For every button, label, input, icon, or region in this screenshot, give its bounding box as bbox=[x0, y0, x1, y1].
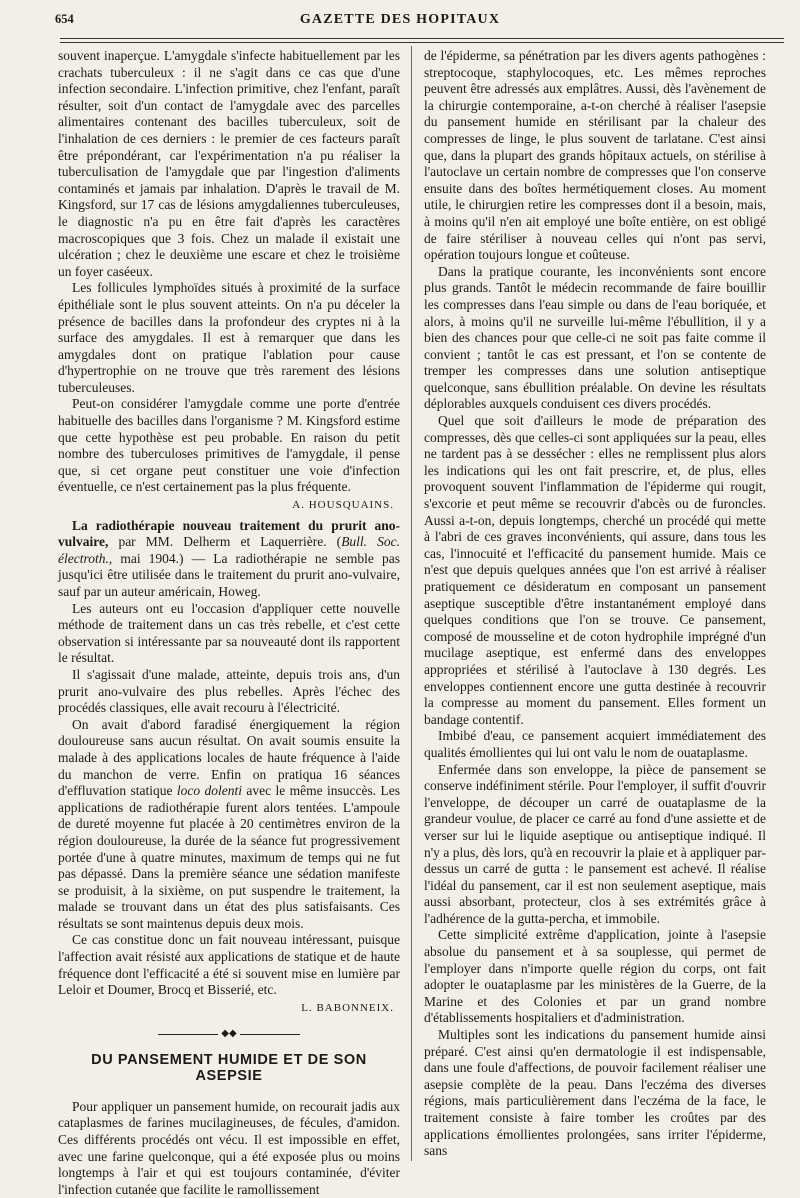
latin-phrase: loco dolenti bbox=[176, 783, 243, 799]
header-rule-thin bbox=[60, 42, 784, 43]
paragraph: Multiples sont les indications du pansement humide ainsi préparé. C'est ainsi qu'en dermatologie il est indispensable, dans une foule d'affections, de pouvoir facilement réaliser une asepsie complète de la peau. Dans l'eczéma des diverses régions, mais particulièrement dans l'eczéma de la face, le traitement consiste à faire tomber les croûtes par des applications émollientes prolongées, sans irriter l'épiderme, sans bbox=[424, 1027, 766, 1159]
author-signature: L. BABONNEIX. bbox=[301, 1001, 394, 1014]
paragraph: Pour appliquer un pansement humide, on recourait jadis aux cataplasmes de farines mucilagineuses, de fécules, d'amidon. Ces différents procédés ont vécu. Il est impossible en effet, avec une farine quelconque, qui a été exposée plus ou moins longtemps à l'air et qui est toujours contaminée, d'éviter l'infection cutanée que facilite le ramollissement bbox=[58, 1098, 400, 1197]
author-signature: A. HOUSQUAINS. bbox=[292, 499, 394, 512]
paragraph: Les auteurs ont eu l'occasion d'appliquer cette nouvelle méthode de traitement dans un cas très rebelle, et c'est cette observation si intéressante par sa nouveauté dont ils rapportent le résultat. bbox=[58, 600, 400, 666]
article-intro bbox=[58, 518, 400, 601]
paragraph: Imbibé d'eau, ce pansement acquiert immédiatement des qualités émollientes qui lui ont valu le nom de ouataplasme. bbox=[424, 728, 766, 760]
paragraph bbox=[58, 717, 400, 933]
paragraph: Ce cas constitue donc un fait nouveau intéressant, puisque l'affection avait résisté aux applications de statique et de haute fréquence dont l'efficacité a été si souvent mise en lumière par Leloir et Doumer, Brocq et Bisserié, etc. bbox=[58, 932, 400, 998]
paragraph-part: On avait d'abord faradisé énergiquement la région douloureuse sans aucun résultat. On avait soumis ensuite la malade à des applications locales de haute fréquence à l'aide du manchon de verre. Enfin on pratiqua 16 séances d'effluvation statique bbox=[58, 716, 400, 799]
paragraph: Les follicules lymphoïdes situés à proximité de la surface épithéliale sont le plus souvent atteints. On n'a pu déceler la présence de bacilles dans la profondeur des cryptes ni à la surface des amygdales. Il est à remarquer que dans les amygdales dont on pratique l'ablation pour cause d'hypertrophie on ne trouve que très rarement des lésions tuberculeuses. bbox=[58, 280, 400, 395]
journal-title: GAZETTE DES HOPITAUX bbox=[299, 12, 501, 27]
paragraph: Il s'agissait d'une malade, atteinte, depuis trois ans, d'un prurit ano-vulvaire des plus rebelles. Après l'échec des procédés classiques, elle avait recouru à l'électricité. bbox=[58, 666, 400, 716]
paragraph: Cette simplicité extrême d'application, jointe à l'asepsie absolue du pansement et à sa souplesse, qui permet de l'employer dans n'importe quelle région du corps, ont fait adopter le ouataplasme par les ministères de la Guerre, de la Marine et des Colonies et par un grand nombre d'établissements hospitaliers et d'administration. bbox=[424, 927, 766, 1026]
paragraph: de l'épiderme, sa pénétration par les divers agents pathogènes : streptocoque, staphylocoques, etc. Les mêmes reproches peuvent être adressés aux emplâtres. Aussi, dès l'avènement de la chirurgie contemporaine, a-t-on cherché à réaliser l'asepsie du pansement humide en stérilisant par la chaleur des compresses de linge, le plus souvent de tarlatane. C'est ainsi que, dans la plupart des grands hôpitaux actuels, on stérilise à l'autoclave un certain nombre de compresses que l'on conserve ensuite dans des boîtes hermétiquement closes. Au moment utile, le chirurgien retire les compresses dont il a besoin, mais, à moins qu'il n'en ait employé une boîte entière, on est obligé de faire stériliser à nouveau celles qui n'ont pas servi, opération toujours longue et coûteuse. bbox=[424, 48, 766, 263]
paragraph: Quel que soit d'ailleurs le mode de préparation des compresses, dès que celles-ci sont appliquées sur la peau, elles ne tardent pas à se dessécher : elles ne remplissent plus alors les indications qui les ont fait prescrire, et, de plus, elles provoquent souvent l'inflammation de l'épiderme qui rougit, s'excorie et peut même se recouvrir d'abcès ou de furoncles. Aussi a-t-on, depuis longtemps, cherché un procédé qui mette à l'abri de ces graves inconvénients, qui assure, dans tous les cas, l'innocuité et l'efficacité du pansement humide. Mais ce n'est que depuis quelques années que l'on est arrivé à réaliser pratiquement ce désideratum en composant un pansement aseptique susceptible d'être instantanément employé dans quelques conditions que l'on se trouve. Ce pansement, composé de mousseline et de coton hydrophile imprégné d'un mucilage aseptique, est enfermé dans des enveloppes appropriées et stérilisé à l'autoclave à 130 degrés. Les enveloppes contiennent encore une gutta destinée à recouvrir la compresse au moment du pansement. Elles forment un bandage contentif. bbox=[424, 413, 766, 727]
left-column bbox=[58, 48, 400, 1198]
page-header bbox=[0, 12, 800, 32]
paragraph-part: avec le même insuccès. Les applications de radiothérapie furent alors tentées. L'ampoule de dureté moyenne fut placée à 20 centimètres environ de la région douloureuse, la durée de la séance fut progressivement portée d'une à quatre minutes, maximum de temps qui ne fut pas dépassé. Dans la première séance une sédation manifeste se produisit, à la sixième, on put suspendre le traitement, la malade se trouvant dans un état des plus satisfaisants. Ces résultats se sont maintenus depuis deux mois. bbox=[58, 783, 400, 931]
article-authors: par MM. Delherm et Laquerrière. ( bbox=[108, 534, 342, 550]
paragraph: souvent inaperçue. L'amygdale s'infecte habituellement par les crachats tuberculeux : il ne s'agit dans ce cas que d'une infection secondaire. L'infection primitive, chez l'enfant, paraît résulter, soit d'un contact de l'amygdale avec des parcelles alimentaires contenant des bacilles tuberculeux, soit de l'inhalation de ces derniers : le premier de ces facteurs paraît être prépondérant, car l'expérimentation n'a pu réaliser la tuberculisation de l'amygdale que par l'ingestion d'aliments contaminés et jamais par inhalation. D'après le travail de M. Kingsford, sur 17 cas de lésions amygdaliennes tuberculeuses, le diagnostic n'a pu en être fait d'après les caractères macroscopiques que 3 fois. Chez un malade il existait une ulcération ; chez le deuxième une escare et chez le troisième un foyer caséeux. bbox=[58, 48, 400, 279]
page-number: 654 bbox=[55, 12, 74, 26]
article-reference: Bull. Soc. électroth. bbox=[58, 534, 400, 566]
right-column bbox=[424, 48, 766, 1160]
section-ornament: ◆◆ bbox=[58, 1026, 400, 1043]
section-heading: DU PANSEMENT HUMIDE ET DE SON ASEPSIE bbox=[91, 1051, 367, 1085]
article-title: La radiothérapie nouveau traitement du prurit ano-vulvaire, bbox=[58, 517, 400, 550]
paragraph: Dans la pratique courante, les inconvénients sont encore plus grands. Tantôt le médecin recommande de faire bouillir les compresses dans l'eau simple ou dans de l'eau boriquée, et alors, à moins qu'il ne surveille lui-même l'ébullition, il y a bien des chances pour que celle-ci ne soit pas faite comme il convient ; tantôt le cas est pressant, et l'on se contente de tremper les compresses dans une solution antiseptique quelconque, sans ébullition préalable. On devine les résultats déplorables auxquels conduisent ces divers procédés. bbox=[424, 263, 766, 412]
paragraph: Enfermée dans son enveloppe, la pièce de pansement se conserve indéfiniment stérile. Pour l'employer, il suffit d'ouvrir l'enveloppe, de découper un carré de ouataplasme de la grandeur voulue, de placer ce carré au fond d'une assiette et de verser sur lui le liquide aseptique ou antiseptique indiqué. Il n'y a plus, dès lors, qu'à en recouvrir la plaie et à appliquer par-dessus un carré de gutta : le pansement est achevé. Il réalise l'idéal du pansement, car il est non seulement aseptique, mais aussi absorbant, protecteur, clos à ses extrémités grâce à l'adhérence de la gutta-percha, et immobile. bbox=[424, 761, 766, 926]
header-rule bbox=[60, 38, 784, 39]
paragraph: Peut-on considérer l'amygdale comme une porte d'entrée habituelle des bacilles dans l'organisme ? M. Kingsford estime que cette hypothèse est peu probable. En raison du petit nombre des tuberculoses primitives de l'amygdale, il pense que, si cet organe peut constituer une voie d'infection éventuelle, ce n'est certainement pas la plus fréquente. bbox=[58, 396, 400, 495]
column-divider bbox=[411, 46, 412, 1161]
article-intro-text: , mai 1904.) — La radiothérapie ne semble pas jusqu'ici être utilisée dans le traitement du prurit ano-vulvaire, sauf par un auteur américain, Howeg. bbox=[58, 550, 400, 599]
